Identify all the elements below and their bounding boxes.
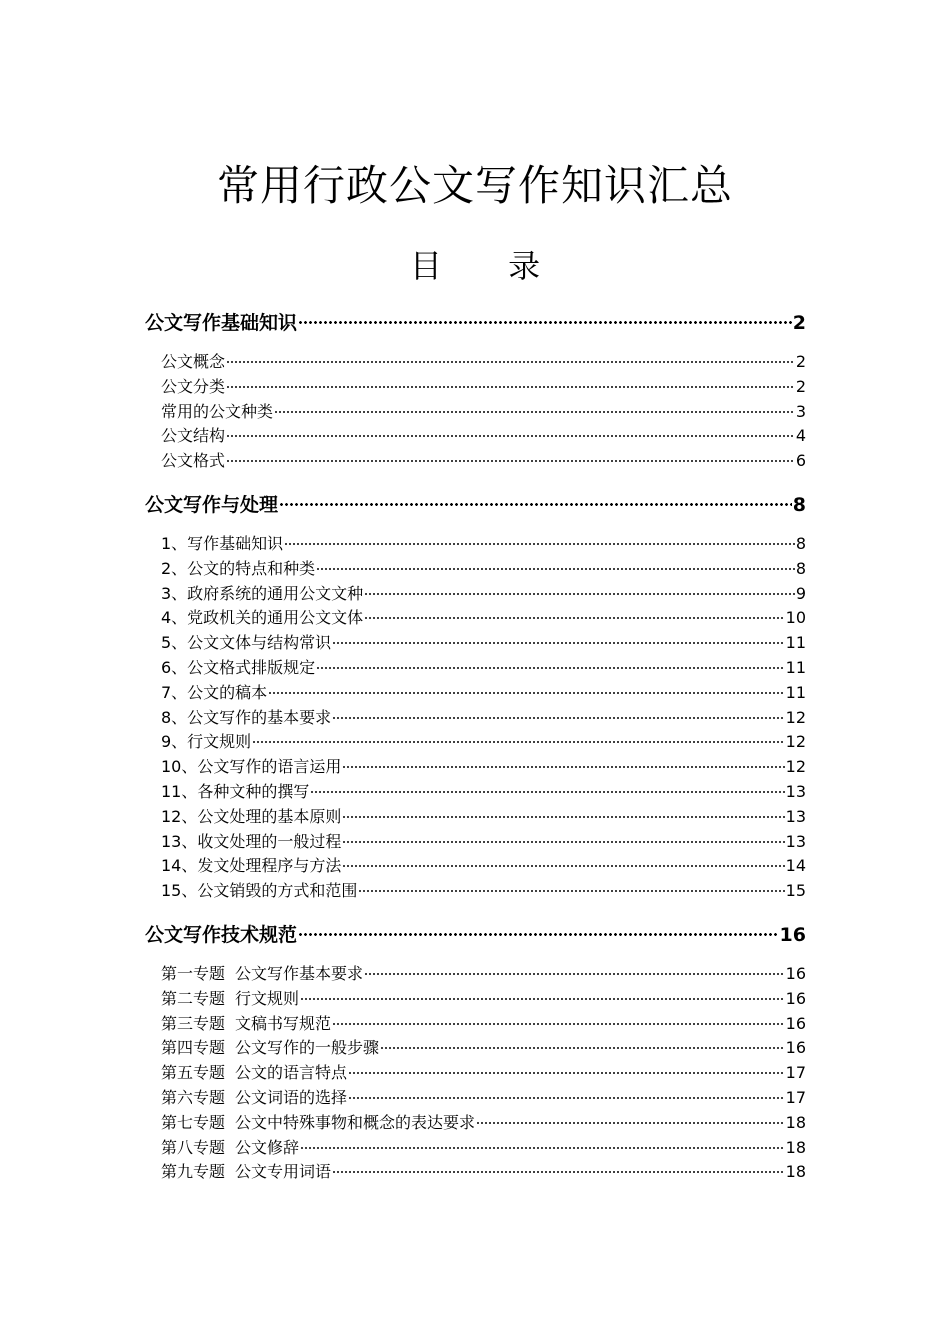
toc-item[interactable] [145, 1086, 806, 1111]
toc-item-label: 4、党政机关的通用公文文体 [161, 608, 364, 628]
toc-page-number: 6 [795, 451, 806, 471]
toc-item[interactable] [145, 557, 806, 582]
toc-page-number: 13 [785, 831, 806, 851]
toc-item-label-group [161, 375, 225, 400]
toc-item[interactable] [145, 424, 806, 449]
dot-leader [268, 692, 784, 694]
toc-item-subtitle: 公文专用词语 [235, 1162, 332, 1182]
dot-leader [300, 998, 785, 1000]
toc-page-number: 11 [785, 682, 806, 702]
toc-page-number: 16 [785, 1013, 806, 1033]
toc-item-label: 9、行文规则 [161, 732, 252, 752]
toc-section [145, 308, 806, 474]
dot-leader [332, 1023, 785, 1025]
toc-item[interactable] [145, 532, 806, 557]
toc-item-label-group [161, 962, 363, 987]
toc-page-number: 12 [785, 732, 806, 752]
toc-page-number: 12 [785, 707, 806, 727]
toc-item[interactable] [145, 1012, 806, 1037]
dot-leader [252, 741, 784, 743]
dot-leader [342, 841, 784, 843]
dot-leader [332, 717, 784, 719]
dot-leader [316, 667, 784, 669]
document-title: 常用行政公文写作知识汇总 [216, 161, 733, 210]
dot-leader [348, 1097, 785, 1099]
dot-leader [364, 617, 784, 619]
toc-item-label: 1、写作基础知识 [161, 533, 284, 553]
toc-item[interactable] [145, 681, 806, 706]
dot-leader [332, 1171, 785, 1173]
toc-page-number: 16 [779, 923, 806, 946]
toc-item-subtitle: 公文词语的选择 [235, 1087, 348, 1107]
toc-section-title: 公文写作基础知识 [145, 312, 298, 334]
toc-section-title: 公文写作与处理 [145, 493, 279, 516]
toc-item-label-group [161, 1061, 347, 1086]
toc-item-label-group [161, 879, 357, 904]
toc-page-number: 8 [795, 558, 806, 578]
toc-page-number: 17 [785, 1063, 806, 1083]
toc-section [145, 490, 806, 904]
toc-item-label: 12、公文处理的基本原则 [161, 806, 342, 826]
dot-leader [316, 568, 795, 570]
toc-item-label: 13、收文处理的一般过程 [161, 831, 342, 851]
toc-item-label-group [161, 532, 283, 557]
toc-item-label-group [161, 681, 267, 706]
toc-item-label-group [161, 755, 341, 780]
toc-item[interactable] [145, 1160, 806, 1185]
toc-item[interactable] [145, 962, 806, 987]
toc-item[interactable] [145, 879, 806, 904]
toc-item[interactable] [145, 606, 806, 631]
toc-item-subtitle: 公文中特殊事物和概念的表达要求 [235, 1112, 476, 1132]
toc-item-label: 第五专题 [161, 1063, 226, 1083]
dot-leader [380, 1047, 785, 1049]
toc-item-label-group [161, 1160, 331, 1185]
dot-leader [226, 386, 795, 388]
dot-leader [342, 766, 784, 768]
toc-section-title: 公文写作技术规范 [145, 923, 298, 946]
toc-item[interactable] [145, 582, 806, 607]
toc-item-label: 第七专题 [161, 1112, 226, 1132]
toc-item-label: 6、公文格式排版规定 [161, 657, 316, 677]
toc-item[interactable] [145, 656, 806, 681]
toc-item-label-group [161, 1136, 299, 1161]
toc-page-number: 14 [785, 856, 806, 876]
toc-item-list [145, 962, 806, 1185]
toc-item-label-group [161, 706, 331, 731]
toc-page-number: 10 [785, 608, 806, 628]
toc-page-number: 16 [785, 988, 806, 1008]
toc-item-label-group [161, 854, 341, 879]
toc-item[interactable] [145, 400, 806, 425]
toc-item[interactable] [145, 1136, 806, 1161]
toc-item-label: 公文分类 [161, 376, 226, 396]
toc-item-subtitle: 公文写作基本要求 [235, 963, 364, 983]
dot-leader [298, 321, 792, 324]
toc-item-label: 7、公文的稿本 [161, 682, 268, 702]
toc-item-label: 10、公文写作的语言运用 [161, 757, 342, 777]
toc-item-label-group [161, 830, 341, 855]
toc-item[interactable] [145, 987, 806, 1012]
toc-page-number: 9 [795, 583, 806, 603]
toc-item-label: 14、发文处理程序与方法 [161, 856, 342, 876]
toc-item-subtitle: 公文修辞 [235, 1137, 300, 1157]
toc-page-number: 2 [795, 376, 806, 396]
toc-page-number: 11 [785, 633, 806, 653]
toc-item-label-group [161, 449, 225, 474]
toc-item[interactable] [145, 830, 806, 855]
dot-leader [348, 1072, 785, 1074]
toc-item[interactable] [145, 631, 806, 656]
toc-item-label-group [161, 1012, 331, 1037]
toc-item-label-group [161, 400, 273, 425]
toc-item-label: 15、公文销毁的方式和范围 [161, 881, 358, 901]
toc-item-label: 第四专题 [161, 1038, 226, 1058]
dot-leader [274, 411, 795, 413]
toc-page-number: 11 [785, 657, 806, 677]
toc-item-label: 第一专题 [161, 963, 226, 983]
toc-section-entry[interactable] [145, 490, 806, 520]
toc-item[interactable] [145, 1111, 806, 1136]
toc-item-label-group [161, 805, 341, 830]
toc-item-subtitle: 公文写作的一般步骤 [235, 1038, 380, 1058]
toc-item[interactable] [145, 854, 806, 879]
dot-leader [226, 460, 795, 462]
toc-page-number: 8 [792, 493, 806, 516]
dot-leader [364, 593, 795, 595]
toc-page-number: 13 [785, 806, 806, 826]
toc-item-label-group [161, 606, 363, 631]
toc-item-label-group [161, 730, 251, 755]
toc-page-number: 18 [785, 1137, 806, 1157]
toc-item-label: 常用的公文种类 [161, 401, 274, 421]
dot-leader [342, 865, 784, 867]
toc-item[interactable] [145, 1036, 806, 1061]
toc-item[interactable] [145, 805, 806, 830]
toc-page-number: 17 [785, 1087, 806, 1107]
toc-item-label: 8、公文写作的基本要求 [161, 707, 332, 727]
toc-item[interactable] [145, 350, 806, 375]
toc-item-label: 第六专题 [161, 1087, 226, 1107]
toc-item-label-group [161, 424, 225, 449]
toc-item-label: 2、公文的特点和种类 [161, 558, 316, 578]
toc-item-subtitle: 公文的语言特点 [235, 1063, 348, 1083]
toc-page-number: 8 [795, 533, 806, 553]
toc-item-label: 第九专题 [161, 1162, 226, 1182]
toc-item-label: 第八专题 [161, 1137, 226, 1157]
toc-item-label-group [161, 582, 363, 607]
toc-item-label-group [161, 1036, 379, 1061]
table-of-contents [145, 308, 806, 1201]
dot-leader [226, 361, 795, 363]
toc-item[interactable] [145, 1061, 806, 1086]
dot-leader [226, 435, 795, 437]
toc-item-label: 第二专题 [161, 988, 226, 1008]
toc-item-label-group [161, 1111, 475, 1136]
toc-page-number: 2 [795, 352, 806, 371]
toc-page-number: 12 [785, 757, 806, 777]
dot-leader [364, 973, 785, 975]
toc-item[interactable] [145, 780, 806, 805]
toc-item-label: 第三专题 [161, 1013, 226, 1033]
toc-page-number: 15 [785, 881, 806, 901]
toc-item-label: 公文格式 [161, 451, 226, 471]
toc-item-label: 11、各种文种的撰写 [161, 781, 310, 801]
dot-leader [342, 816, 784, 818]
toc-item-label-group [161, 631, 331, 656]
dot-leader [476, 1122, 785, 1124]
toc-item[interactable] [145, 375, 806, 400]
toc-item-label-group [161, 780, 309, 805]
toc-item-subtitle: 行文规则 [235, 988, 300, 1008]
toc-page-number: 16 [785, 1038, 806, 1058]
toc-item-list [145, 350, 806, 474]
toc-item[interactable] [145, 755, 806, 780]
toc-item-subtitle: 文稿书写规范 [235, 1013, 332, 1033]
toc-item-label: 公文概念 [161, 352, 226, 371]
toc-item-label-group [161, 656, 315, 681]
dot-leader [284, 543, 795, 545]
dot-leader [298, 933, 779, 936]
toc-item[interactable] [145, 706, 806, 731]
toc-item[interactable] [145, 730, 806, 755]
toc-page-number: 4 [795, 426, 806, 446]
toc-item-list [145, 532, 806, 904]
toc-item[interactable] [145, 449, 806, 474]
dot-leader [310, 791, 784, 793]
dot-leader [279, 503, 792, 506]
toc-item-label: 公文结构 [161, 426, 226, 446]
toc-item-label-group [161, 350, 225, 375]
toc-section [145, 920, 806, 1185]
toc-item-label-group [161, 1086, 347, 1111]
toc-item-label-group [161, 987, 299, 1012]
toc-heading: 目 录 [409, 247, 569, 285]
toc-section-entry[interactable] [145, 308, 806, 338]
dot-leader [300, 1147, 785, 1149]
toc-section-entry[interactable] [145, 920, 806, 950]
toc-item-label: 3、政府系统的通用公文文种 [161, 583, 364, 603]
toc-page-number: 16 [785, 963, 806, 983]
toc-item-label: 5、公文文体与结构常识 [161, 633, 332, 653]
toc-page-number: 2 [792, 312, 806, 334]
toc-page-number: 18 [785, 1162, 806, 1182]
toc-page-number: 13 [785, 781, 806, 801]
dot-leader [358, 890, 784, 892]
toc-page-number: 3 [795, 401, 806, 421]
toc-page-number: 18 [785, 1112, 806, 1132]
toc-item-label-group [161, 557, 315, 582]
dot-leader [332, 642, 784, 644]
